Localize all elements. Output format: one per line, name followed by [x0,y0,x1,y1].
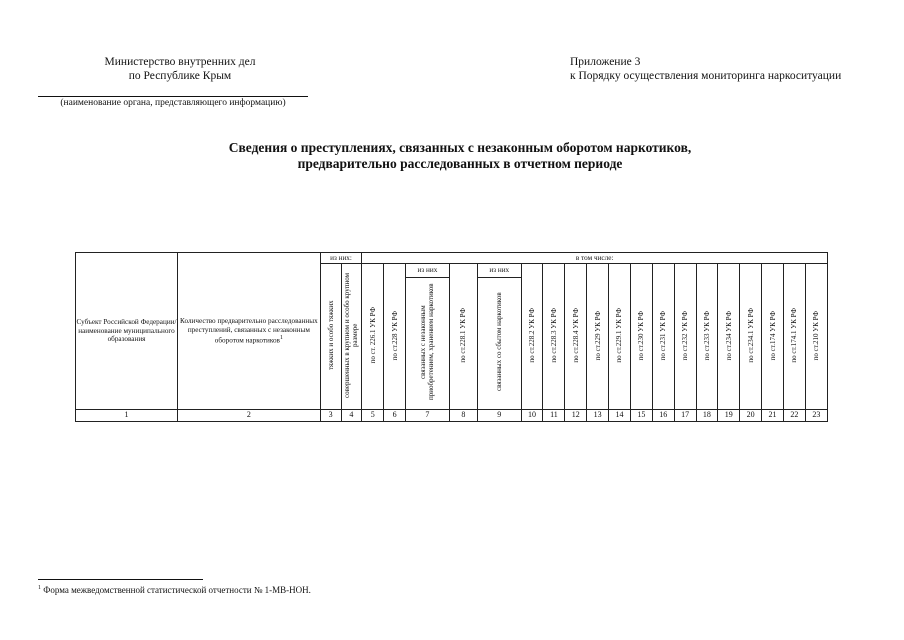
col-num-20: 20 [740,410,762,422]
col-4-text: совершенных в крупном и особо крупном размере [343,272,360,398]
col-subject-text: Субъект Российской Федерации/ наименование муниципального образования [76,318,177,344]
col-16-header [652,264,674,410]
col-count-text: Количество предварительно расследованных преступлений, связанных с незаконным оборотом наркотиков [180,317,318,345]
col-num-8: 8 [449,410,477,422]
col-3-header [320,264,341,410]
col-9-text: связанных со сбытом наркотиков [495,292,504,392]
col-16-text: по ст.231 УК РФ [659,310,668,360]
col-count-header [178,253,321,410]
col-num-18: 18 [696,410,718,422]
col-23-header [805,264,827,410]
col-5-header [362,264,384,410]
footnote-text: Форма межведомственной статистической отчетности № 1-МВ-НОН. [43,585,311,595]
col-num-11: 11 [543,410,565,422]
col-num-4: 4 [341,410,362,422]
report-table [75,252,828,422]
ministry-note: (наименование органа, представляющего информацию) [60,98,286,108]
col-22-text: по ст.174.1 УК РФ [790,307,799,363]
appendix-block [570,55,890,83]
col-20-text: по ст.234.1 УК РФ [746,307,755,363]
col-15-header [630,264,652,410]
col-num-2: 2 [178,410,321,422]
col-9-header [477,278,521,410]
title-line2: предварительно расследованных в отчетном периоде [297,156,623,171]
col-21-text: по ст.174 УК РФ [768,310,777,360]
footnote-mark: 1 [38,585,41,591]
col-7-header [406,278,450,410]
col-num-21: 21 [762,410,784,422]
col-18-header [696,264,718,410]
col-13-text: по ст.229 УК РФ [593,310,602,360]
col-13-header [587,264,609,410]
col-21-header [762,264,784,410]
col-11-text: по ст.228.3 УК РФ [549,307,558,363]
document-title [120,140,800,172]
col-10-text: по ст.228.2 УК РФ [528,307,537,363]
col-8-text: по ст.228.1 УК РФ [459,307,468,363]
col-22-header [783,264,805,410]
col-14-header [609,264,631,410]
ministry-underline [38,96,308,97]
col-12-text: по ст.228.4 УК РФ [571,307,580,363]
col-23-text: по ст.210 УК РФ [812,310,821,360]
ministry-block [60,55,300,83]
col-num-15: 15 [630,410,652,422]
col-num-14: 14 [609,410,631,422]
col-num-10: 10 [521,410,543,422]
col-6-text: по ст.228 УК РФ [390,310,399,360]
footnote-divider [38,579,203,580]
appendix-line1: Приложение 3 [570,56,641,68]
col-num-6: 6 [384,410,406,422]
col-num-19: 19 [718,410,740,422]
col-20-header [740,264,762,410]
col-7-iz-nih: из них [406,264,450,278]
appendix-line2: к Порядку осуществления мониторинга наркоситуации [570,70,842,82]
column-numbers-row [76,410,828,422]
col-19-text: по ст.234 УК РФ [724,310,733,360]
col-6-header [384,264,406,410]
col-18-text: по ст.233 УК РФ [702,310,711,360]
col-7-text: связанных с незаконным приобретением, хранением наркотиков [419,283,436,401]
footnote [38,585,311,595]
col-3-text: тяжких и особо тяжких [326,300,335,371]
col-subject-header [76,253,178,410]
col-num-7: 7 [406,410,450,422]
col-num-23: 23 [805,410,827,422]
ministry-name-line1: Министерство внутренних дел [104,56,256,68]
col-count-footnote-mark: 1 [279,335,283,342]
col-num-9: 9 [477,410,521,422]
col-8-header [449,264,477,410]
v-tom-chisle-header: в том числе: [362,253,828,264]
col-num-16: 16 [652,410,674,422]
ministry-name-line2: по Республике Крым [128,70,232,82]
col-12-header [565,264,587,410]
iz-nih-header: из них: [320,253,362,264]
col-num-12: 12 [565,410,587,422]
col-4-header [341,264,362,410]
col-11-header [543,264,565,410]
col-17-text: по ст.232 УК РФ [681,310,690,360]
col-num-17: 17 [674,410,696,422]
col-num-13: 13 [587,410,609,422]
col-9-iz-nih: из них [477,264,521,278]
col-19-header [718,264,740,410]
col-17-header [674,264,696,410]
col-14-text: по ст.229.1 УК РФ [615,307,624,363]
col-num-3: 3 [320,410,341,422]
col-num-22: 22 [783,410,805,422]
col-num-1: 1 [76,410,178,422]
title-line1: Сведения о преступлениях, связанных с незаконным оборотом наркотиков, [228,140,692,155]
col-5-text: по ст. 226.1 УК РФ [368,307,377,364]
col-10-header [521,264,543,410]
col-num-5: 5 [362,410,384,422]
col-15-text: по ст.230 УК РФ [637,310,646,360]
